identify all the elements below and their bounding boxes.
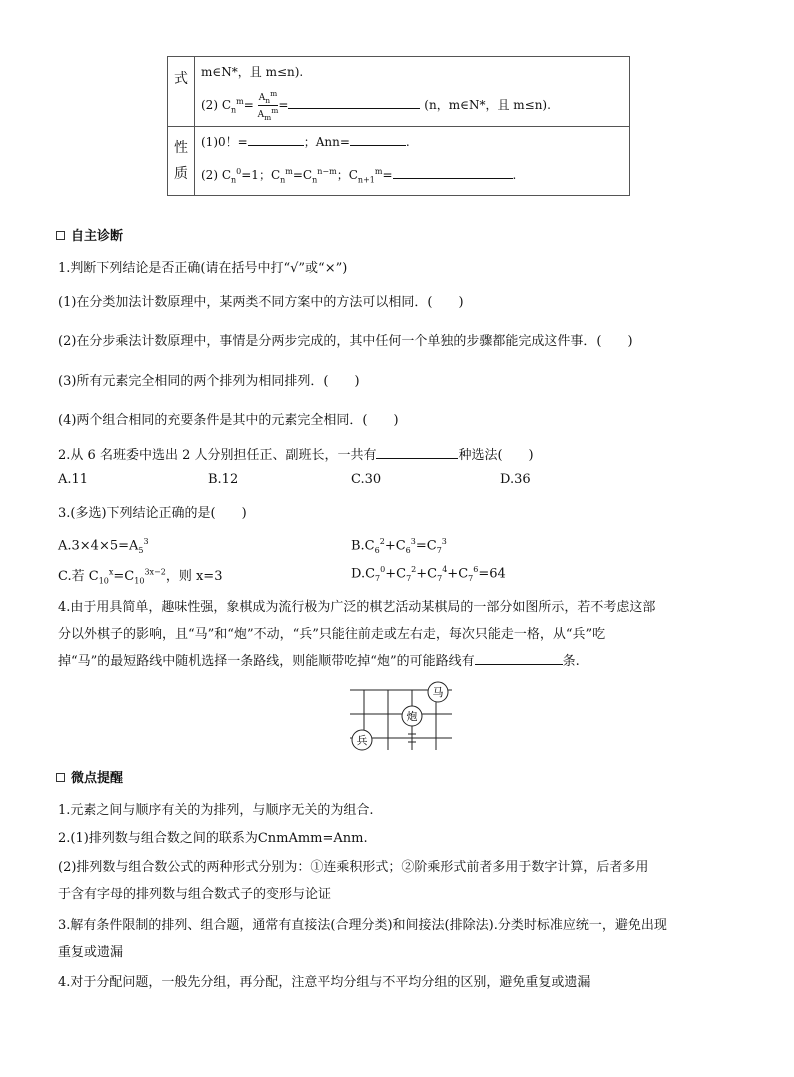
section-square-icon [56, 231, 65, 240]
svg-text:炮: 炮 [406, 710, 418, 723]
q3-option-c: C.若 $C_{10}^x=C_{10}^{3x-2}$，则 x=3 [58, 567, 223, 586]
piece-bing [352, 730, 372, 750]
tip-1: 1.元素之间与顺序有关的为排列，与顺序无关的为组合. [58, 803, 374, 818]
q4-line-3: 掉“马”的最短路线中随机选择一条路线，则能顺带吃掉“炮”的可能路线有 条. [58, 654, 580, 669]
tip-3b: 重复或遗漏 [58, 945, 124, 960]
formula-line-1: m∈N*，且 m≤n). [201, 65, 304, 80]
q3-option-d: $D.C_7^0+C_7^2+C_7^4+C_7^6=64$ [351, 565, 506, 583]
tip-4: 4.对于分配问题，一般先分组，再分配，注意平均分组与不平均分组的区别，避免重复或遗漏 [58, 975, 591, 990]
q1-item-3: (3)所有元素完全相同的两个排列为相同排列．( ) [58, 374, 360, 389]
q1-stem: 1.判断下列结论是否正确(请在括号中打“√”或“×”) [58, 261, 348, 276]
tip-2-2b: 于含有字母的排列数与组合数式子的变形与论证 [58, 887, 332, 902]
svg-text:马: 马 [432, 686, 444, 699]
q3-option-a: $A.3\times 4\times 5=A_5^3$ [58, 537, 149, 555]
property-line-1: (1)0！= ；Ann= . [201, 135, 410, 149]
tip-2: 2.(1)排列数与组合数之间的联系为CnmAmm=Anm. [58, 831, 368, 846]
chess-board-figure [340, 680, 460, 752]
table-key-property: 性 质 [168, 127, 195, 196]
q3-option-b: $B.C_6^2+C_6^3=C_7^3$ [351, 537, 447, 555]
q4-line-2: 分以外棋子的影响，且“马”和“炮”不动，“兵”只能往前走或左右走，每次只能走一格，从“兵”吃 [58, 627, 606, 642]
q2-option-c: C.30 [351, 472, 382, 487]
property-line-2: (2) $C_n^0=1$；$C_n^m=C_n^{n-m}$；$C_{n+1}^m=$ . [201, 167, 517, 185]
property-cell [195, 127, 630, 196]
section-header-self-diagnosis: 自主诊断 [56, 225, 123, 244]
tip-2-2a: (2)排列数与组合数公式的两种形式分别为：①连乘积形式；②阶乘形式前者多用于数字计算，后者多用 [58, 860, 649, 875]
q2-option-d: D.36 [500, 472, 531, 487]
tip-3a: 3.解有条件限制的排列、组合题，通常有直接法(合理分类)和间接法(排除法).分类时标准应统一，避免出现 [58, 918, 667, 933]
section-header-tips: 微点提醒 [56, 767, 123, 786]
q3-stem: 3.(多选)下列结论正确的是( ) [58, 506, 247, 521]
piece-ma [428, 682, 448, 702]
q1-item-2: (2)在分步乘法计数原理中，事情是分两步完成的，其中任何一个单独的步骤都能完成这件事．( ) [58, 334, 633, 349]
q4-line-1: 4.由于用具简单，趣味性强，象棋成为流行极为广泛的棋艺活动某棋局的一部分如图所示，若不考虑这部 [58, 600, 656, 615]
formula-cell [195, 57, 630, 127]
q2-stem: 2.从 6 名班委中选出 2 人分别担任正、副班长，一共有 种选法( ) [58, 448, 534, 463]
table-key-formula: 式 [168, 57, 195, 127]
svg-text:兵: 兵 [356, 734, 368, 747]
formula-line-2: (2) $C_n^m=$ $A_n^m$ $A_m^m$ = (n，m∈N*，且 m≤n). [201, 88, 551, 123]
formula-table [167, 56, 630, 196]
q2-option-b: B.12 [208, 472, 239, 487]
q1-item-4: (4)两个组合相同的充要条件是其中的元素完全相同．( ) [58, 413, 399, 428]
section-square-icon [56, 773, 65, 782]
q1-item-1: (1)在分类加法计数原理中，某两类不同方案中的方法可以相同．( ) [58, 295, 464, 310]
piece-pao [402, 706, 422, 726]
q2-option-a: A.11 [58, 472, 89, 487]
